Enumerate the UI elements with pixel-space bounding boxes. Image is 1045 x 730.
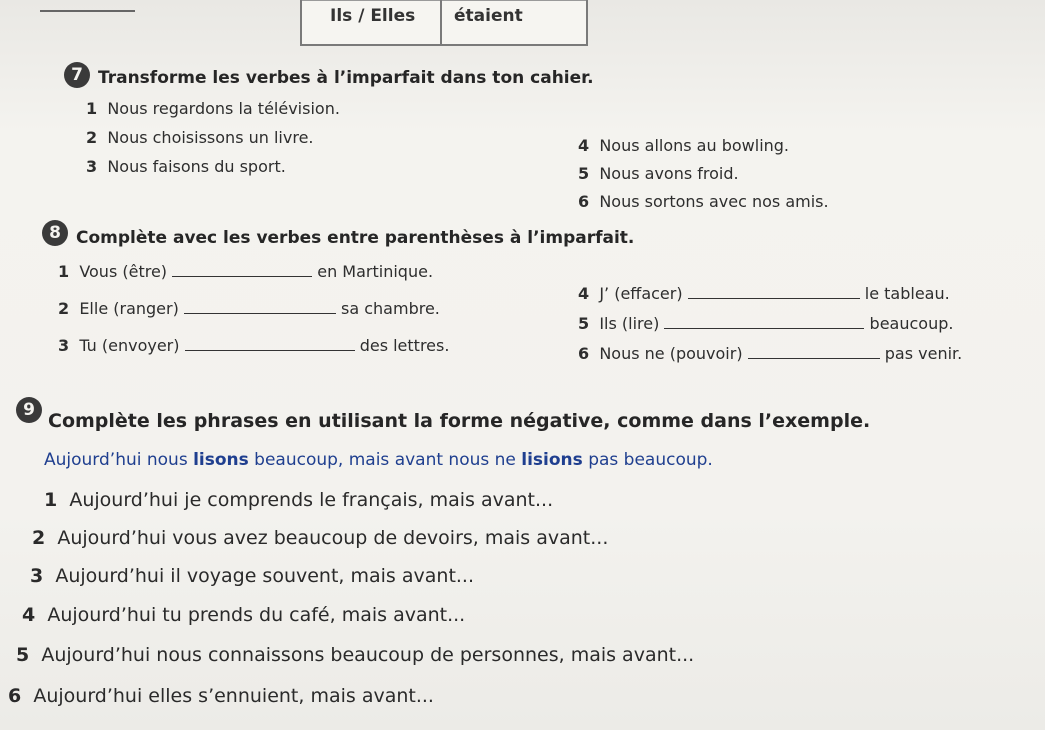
ex7-item-3 [86, 157, 286, 176]
table-column-divider [440, 0, 442, 44]
ex9-item-3-text: Aujourd’hui il voyage souvent, mais avant... [55, 565, 475, 587]
ex8-item-2-verb: Elle (ranger) [79, 299, 179, 318]
ex7-item-5 [578, 164, 739, 183]
ex8-item-3-blank[interactable] [185, 336, 355, 351]
ex9-item-2-text: Aujourd’hui vous avez beaucoup de devoirs, mais avant... [57, 527, 609, 549]
ex8-item-1-verb: Vous (être) [79, 262, 168, 281]
ex9-item-1-number: 1 [44, 489, 58, 511]
ex7-item-3-text: Nous faisons du sport. [107, 157, 286, 176]
ex7-item-1 [86, 99, 340, 118]
ex7-item-6-text: Nous sortons avec nos amis. [599, 192, 829, 211]
ex8-item-5-number: 5 [578, 314, 590, 333]
ex9-item-5-number: 5 [16, 644, 30, 666]
ex7-item-4 [578, 136, 789, 155]
ex9-item-1 [44, 489, 553, 511]
ex9-item-6 [8, 685, 434, 707]
exercise-9-number: 9 [16, 397, 42, 423]
ex8-item-5 [578, 314, 953, 333]
conjugation-table [300, 0, 588, 46]
ex8-item-6-rest: pas venir. [884, 344, 963, 363]
exercise-7-number: 7 [64, 62, 90, 88]
ex9-item-5 [16, 644, 694, 666]
ex9-item-4-text: Aujourd’hui tu prends du café, mais avant... [47, 604, 466, 626]
ex7-item-5-text: Nous avons froid. [599, 164, 739, 183]
ex7-item-3-number: 3 [86, 157, 98, 176]
ex7-item-2-text: Nous choisissons un livre. [107, 128, 314, 147]
ex9-item-4 [22, 604, 465, 626]
ex7-item-2-number: 2 [86, 128, 98, 147]
ex9-item-4-number: 4 [22, 604, 36, 626]
ex9-item-3 [30, 565, 474, 587]
ex8-item-6-blank[interactable] [748, 344, 880, 359]
ex8-item-4-rest: le tableau. [864, 284, 950, 303]
exercise-7-instruction: Transforme les verbes à l’imparfait dans ton cahier. [98, 68, 594, 88]
ex8-item-6-verb: Nous ne (pouvoir) [599, 344, 743, 363]
ex9-example-part3: pas beaucoup. [582, 450, 713, 470]
ex8-item-1-blank[interactable] [172, 262, 312, 277]
ex9-item-2-number: 2 [32, 527, 46, 549]
top-left-rule [40, 10, 135, 12]
ex7-item-4-text: Nous allons au bowling. [599, 136, 790, 155]
table-row-divider [302, 0, 586, 1]
ex8-item-4-number: 4 [578, 284, 590, 303]
ex9-example-verb-imparfait: lisions [521, 450, 583, 470]
ex9-example-part1: Aujourd’hui nous [44, 450, 194, 470]
ex7-item-6 [578, 192, 829, 211]
ex8-item-5-blank[interactable] [664, 314, 864, 329]
ex8-item-3-number: 3 [58, 336, 70, 355]
ex8-item-4-blank[interactable] [688, 284, 860, 299]
ex9-item-6-text: Aujourd’hui elles s’ennuient, mais avant... [33, 685, 434, 707]
ex8-item-4-verb: J’ (effacer) [599, 284, 683, 303]
ex8-item-2-number: 2 [58, 299, 70, 318]
ex8-item-5-rest: beaucoup. [869, 314, 954, 333]
ex7-item-6-number: 6 [578, 192, 590, 211]
ex8-item-1-number: 1 [58, 262, 70, 281]
ex9-item-2 [32, 527, 608, 549]
ex8-item-1-rest: en Martinique. [317, 262, 434, 281]
ex7-item-4-number: 4 [578, 136, 590, 155]
exercise-9-instruction: Complète les phrases en utilisant la forme négative, comme dans l’exemple. [48, 410, 871, 432]
ex8-item-3-verb: Tu (envoyer) [79, 336, 180, 355]
ex8-item-5-verb: Ils (lire) [599, 314, 660, 333]
ex8-item-3 [58, 336, 449, 355]
exercise-8-number: 8 [42, 220, 68, 246]
ex9-item-5-text: Aujourd’hui nous connaissons beaucoup de personnes, mais avant... [41, 644, 695, 666]
ex8-item-2-rest: sa chambre. [341, 299, 440, 318]
ex9-example-verb-present: lisons [193, 450, 249, 470]
ex9-example [44, 450, 713, 470]
ex8-item-2-blank[interactable] [184, 299, 336, 314]
table-verb: étaient [454, 6, 523, 26]
ex7-item-1-number: 1 [86, 99, 98, 118]
ex8-item-4 [578, 284, 950, 303]
ex8-item-1 [58, 262, 433, 281]
ex9-item-6-number: 6 [8, 685, 22, 707]
ex8-item-6-number: 6 [578, 344, 590, 363]
ex7-item-1-text: Nous regardons la télévision. [107, 99, 340, 118]
ex8-item-6 [578, 344, 962, 363]
ex9-item-3-number: 3 [30, 565, 44, 587]
table-pronoun: Ils / Elles [330, 6, 416, 26]
ex7-item-2 [86, 128, 314, 147]
ex8-item-3-rest: des lettres. [359, 336, 450, 355]
ex7-item-5-number: 5 [578, 164, 590, 183]
exercise-8-instruction: Complète avec les verbes entre parenthèses à l’imparfait. [76, 228, 635, 248]
ex9-example-part2: beaucoup, mais avant nous ne [248, 450, 522, 470]
ex8-item-2 [58, 299, 440, 318]
ex9-item-1-text: Aujourd’hui je comprends le français, mais avant... [69, 489, 554, 511]
